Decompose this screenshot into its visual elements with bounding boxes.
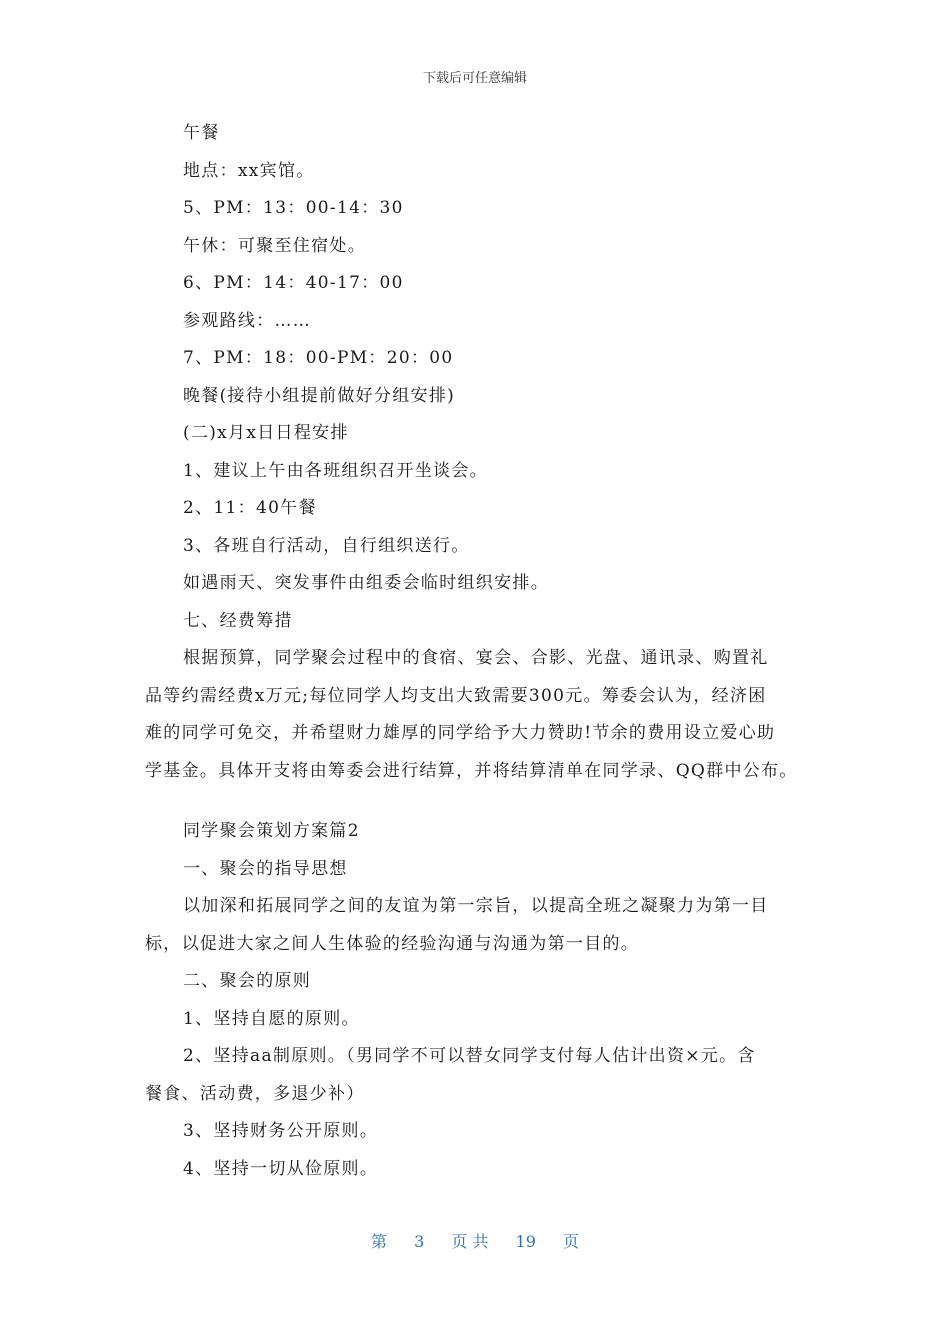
page-header: 下载后可任意编辑 [422,71,527,86]
section-gap [145,793,815,816]
text-line: 如遇雨天、突发事件由组委会临时组织安排。 [183,573,549,593]
schedule-heading: (二)x月x日日程安排 [183,423,349,443]
text-line: 午休：可聚至住宿处。 [183,235,366,256]
text-line: 1、建议上午由各班组织召开坐谈会。 [183,460,488,481]
paragraph-line: 难的同学可免交，并希望财力雄厚的同学给予大力赞助!节余的费用设立爱心助 [145,723,776,743]
paragraph-line: 根据预算，同学聚会过程中的食宿、宴会、合影、光盘、通讯录、购置礼 [183,648,769,668]
text-line: 晚餐(接待小组提前做好分组安排) [183,385,456,406]
text-line: 3、坚持财务公开原则。 [183,1121,379,1141]
text-line: 4、坚持一切从俭原则。 [183,1158,379,1179]
page-footer [0,1229,950,1252]
article-title: 同学聚会策划方案篇2 [183,821,360,841]
text-line: 午餐 [183,123,220,143]
text-line: 1、坚持自愿的原则。 [183,1008,360,1029]
text-line: 5、PM：13：00-14：30 [183,198,404,218]
text-line: 参观路线：…… [183,310,312,331]
text-line: 3、各班自行活动，自行组织送行。 [183,535,470,556]
text-line: 2、11：40午餐 [183,498,317,518]
text-line: 7、PM：18：00-PM：20：00 [183,348,454,368]
text-line: 地点：xx宾馆。 [183,160,315,181]
current-page-number: 3 [414,1232,425,1251]
section-heading: 七、经费筹措 [183,610,293,631]
document-body [145,118,815,1191]
paragraph-line: 以加深和拓展同学之间的友谊为第一宗旨，以提高全班之凝聚力为第一目 [183,896,769,916]
section-heading: 二、聚会的原则 [183,971,312,991]
total-pages-number: 19 [515,1232,536,1251]
footer-suffix: 页 [563,1232,580,1251]
paragraph-line: 餐食、活动费，多退少补） [145,1083,365,1104]
paragraph-line: 学基金。具体开支将由筹委会进行结算，并将结算清单在同学录、QQ群中公布。 [145,760,798,781]
paragraph-line: 品等约需经费x万元;每位同学人均支出大致需要300元。筹委会认为，经济困 [145,685,767,706]
section-heading: 一、聚会的指导思想 [183,858,348,879]
footer-middle: 页 共 [451,1232,489,1251]
footer-prefix: 第 [370,1232,387,1251]
paragraph-line: 标，以促进大家之间人生体验的经验沟通与沟通为第一目的。 [145,933,640,954]
paragraph-line: 2、坚持aa制原则。（男同学不可以替女同学支付每人估计出资×元。含 [183,1046,756,1066]
text-line: 6、PM：14：40-17：00 [183,273,404,293]
